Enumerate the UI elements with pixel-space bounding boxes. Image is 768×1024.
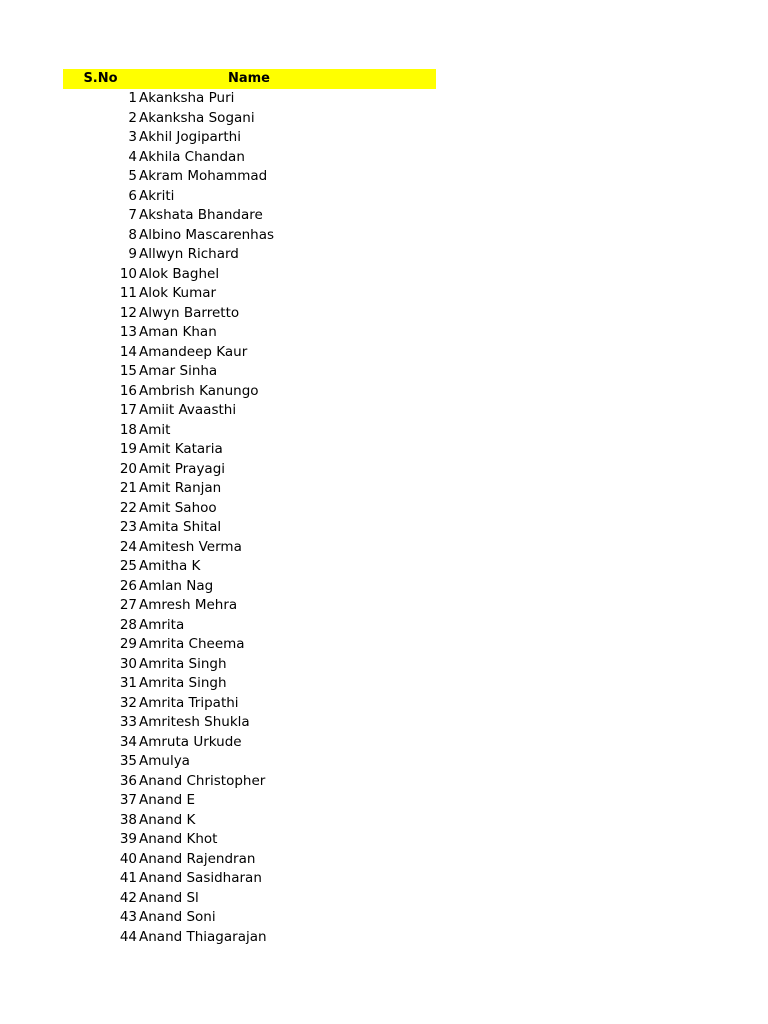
- row-sno: 28: [119, 616, 137, 633]
- table-body: [63, 89, 436, 947]
- row-sno: 36: [119, 772, 137, 789]
- table-row: [63, 850, 436, 870]
- row-sno: 23: [119, 519, 137, 535]
- row-sno: 4: [128, 148, 137, 165]
- row-name: Amruta Urkude: [139, 733, 242, 750]
- table-row: [63, 889, 436, 909]
- row-sno: 13: [119, 324, 137, 340]
- row-sno: 12: [119, 304, 137, 321]
- table-row: [63, 577, 436, 597]
- table-row: [63, 635, 436, 655]
- table-row: [63, 752, 436, 772]
- row-name: Alok Kumar: [139, 285, 217, 301]
- row-sno: 10: [119, 265, 137, 282]
- row-name: Amit Ranjan: [139, 480, 222, 496]
- row-name: Amandeep Kaur: [139, 343, 248, 360]
- row-name: Amrita Singh: [139, 675, 227, 691]
- table-row: [63, 538, 436, 558]
- table-row: [63, 343, 436, 363]
- table-row: [63, 128, 436, 148]
- row-sno: 6: [128, 187, 137, 204]
- table-row: [63, 694, 436, 714]
- row-name: Anand Khot: [139, 831, 218, 847]
- row-name: Anand E: [139, 792, 196, 808]
- row-name: Anand K: [139, 811, 196, 828]
- table-row: [63, 869, 436, 889]
- row-sno: 37: [119, 792, 137, 808]
- row-name: Amitha K: [139, 558, 201, 574]
- row-sno: 22: [119, 499, 137, 516]
- row-sno: 25: [119, 558, 137, 574]
- row-name: Anand Soni: [139, 909, 216, 925]
- table-row: [63, 362, 436, 382]
- row-sno: 2: [128, 109, 137, 126]
- row-sno: 44: [119, 928, 137, 945]
- table-row: [63, 382, 436, 402]
- row-name: Amit: [139, 421, 171, 438]
- row-name: Anand Thiagarajan: [139, 928, 267, 945]
- table-row: [63, 460, 436, 480]
- row-name: Amit Sahoo: [139, 499, 217, 516]
- row-sno: 14: [119, 343, 137, 360]
- row-name: Aman Khan: [139, 324, 217, 340]
- table-row: [63, 928, 436, 948]
- row-sno: 9: [128, 246, 137, 262]
- row-name: Albino Mascarenhas: [139, 226, 275, 243]
- table-row: [63, 401, 436, 421]
- row-name: Amitesh Verma: [139, 538, 242, 555]
- row-sno: 1: [128, 90, 137, 106]
- row-sno: 43: [119, 909, 137, 925]
- row-name: Alok Baghel: [139, 265, 220, 282]
- table-row: [63, 167, 436, 187]
- table-row: [63, 421, 436, 441]
- row-sno: 16: [119, 382, 137, 399]
- table-row: [63, 908, 436, 928]
- row-name: Akshata Bhandare: [139, 207, 263, 223]
- row-sno: 33: [119, 714, 137, 730]
- row-sno: 18: [119, 421, 137, 438]
- row-name: Akhila Chandan: [139, 148, 245, 165]
- row-sno: 24: [119, 538, 137, 555]
- row-name: Amrita Cheema: [139, 636, 245, 652]
- row-sno: 15: [119, 363, 137, 379]
- row-sno: 42: [119, 889, 137, 906]
- row-sno: 8: [128, 226, 137, 243]
- row-name: Akanksha Puri: [139, 90, 235, 106]
- table-row: [63, 479, 436, 499]
- row-name: Akhil Jogiparthi: [139, 129, 241, 145]
- row-name: Amit Kataria: [139, 441, 223, 457]
- table-row: [63, 713, 436, 733]
- row-name: Amlan Nag: [139, 577, 214, 594]
- table-row: [63, 206, 436, 226]
- row-name: Amrita Tripathi: [139, 694, 239, 711]
- row-sno: 26: [119, 577, 137, 594]
- table-row: [63, 226, 436, 246]
- table-row: [63, 187, 436, 207]
- row-sno: 3: [128, 129, 137, 145]
- row-sno: 7: [128, 207, 137, 223]
- table-row: [63, 811, 436, 831]
- table-row: [63, 772, 436, 792]
- row-name: Anand Sasidharan: [139, 870, 262, 886]
- table-row: [63, 304, 436, 324]
- row-sno: 21: [119, 480, 137, 496]
- row-name: Amulya: [139, 753, 190, 769]
- row-name: Akanksha Sogani: [139, 109, 255, 126]
- table-row: [63, 674, 436, 694]
- row-sno: 11: [119, 285, 137, 301]
- name-column-header: Name: [227, 71, 270, 86]
- row-name: Amiit Avaasthi: [139, 402, 237, 418]
- row-name: Amritesh Shukla: [139, 714, 250, 730]
- row-sno: 32: [119, 694, 137, 711]
- table-row: [63, 616, 436, 636]
- name-list-table: [63, 69, 436, 947]
- table-row: [63, 733, 436, 753]
- table-row: [63, 265, 436, 285]
- row-sno: 27: [119, 597, 137, 613]
- row-sno: 17: [119, 402, 137, 418]
- table-row: [63, 596, 436, 616]
- row-name: Allwyn Richard: [139, 246, 239, 262]
- row-name: Amit Prayagi: [139, 460, 226, 477]
- row-sno: 39: [119, 831, 137, 847]
- row-name: Akriti: [139, 187, 175, 204]
- sno-column-header: S.No: [83, 71, 118, 86]
- row-sno: 5: [128, 168, 137, 184]
- table-header: [63, 69, 436, 89]
- table-row: [63, 518, 436, 538]
- row-name: Amita Shital: [139, 519, 222, 535]
- row-sno: 30: [119, 655, 137, 672]
- table-row: [63, 791, 436, 811]
- table-row: [63, 148, 436, 168]
- row-name: Alwyn Barretto: [139, 304, 240, 321]
- row-name: Anand Rajendran: [139, 850, 256, 867]
- row-name: Akram Mohammad: [139, 168, 268, 184]
- row-sno: 20: [119, 460, 137, 477]
- row-name: Anand Sl: [139, 889, 199, 906]
- row-sno: 34: [119, 733, 137, 750]
- row-sno: 38: [119, 811, 137, 828]
- table-row: [63, 557, 436, 577]
- table-row: [63, 830, 436, 850]
- row-name: Amar Sinha: [139, 363, 218, 379]
- row-sno: 35: [119, 753, 137, 769]
- table-row: [63, 245, 436, 265]
- table-row: [63, 89, 436, 109]
- table-row: [63, 284, 436, 304]
- table-row: [63, 655, 436, 675]
- row-name: Amrita: [139, 616, 185, 633]
- row-name: Amrita Singh: [139, 655, 227, 672]
- row-sno: 29: [119, 636, 137, 652]
- table-row: [63, 440, 436, 460]
- table-row: [63, 323, 436, 343]
- row-name: Ambrish Kanungo: [139, 382, 259, 399]
- row-sno: 40: [119, 850, 137, 867]
- row-sno: 41: [119, 870, 137, 886]
- row-name: Amresh Mehra: [139, 597, 238, 613]
- table-row: [63, 109, 436, 129]
- row-name: Anand Christopher: [139, 772, 266, 789]
- table-row: [63, 499, 436, 519]
- row-sno: 19: [119, 441, 137, 457]
- row-sno: 31: [119, 675, 137, 691]
